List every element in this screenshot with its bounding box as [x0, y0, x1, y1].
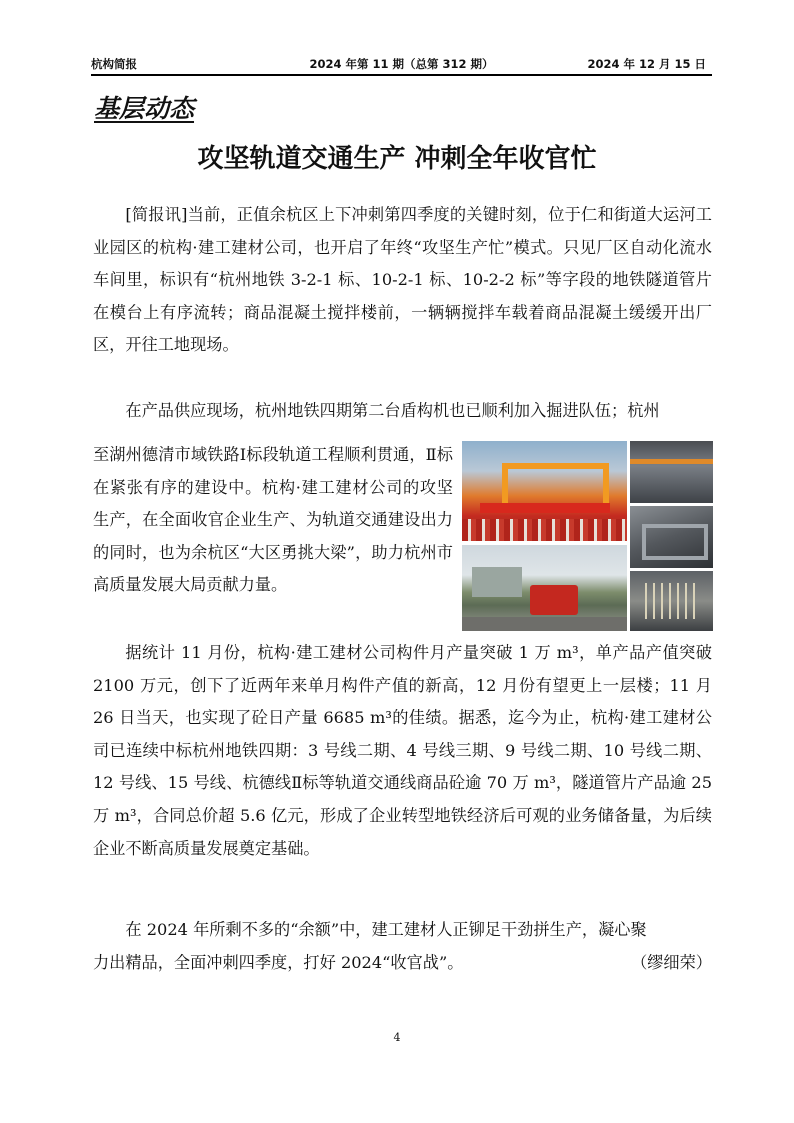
- article-paragraph-1: [93, 199, 712, 362]
- rebar-cage: [645, 583, 697, 619]
- page-number: 4: [393, 1031, 401, 1044]
- paragraph-text: [简报讯]当前，正值余杭区上下冲刺第四季度的关键时刻，位于仁和街道大运河工业园区的杭构·建工建材公司，也开启了年终“攻坚生产忙”模式。只见厂区自动化流水车间里，标识有“杭州地铁 3-2-1 标、10-2-1 标、10-2-2 标”等字段的地铁隧道管片在模台上有序流转；商品混凝土搅拌楼前，一辆辆搅拌车载着商品混凝土缓缓开出厂区，开往工地现场。: [93, 205, 712, 355]
- photo-collage: [462, 441, 713, 631]
- paragraph-text: 在 2024 年所剩不多的“余额”中，建工建材人正铆足干劲拼生产，凝心聚: [125, 920, 647, 939]
- building: [472, 567, 522, 597]
- ceremony-photo: [462, 441, 627, 541]
- author-credit: （缪细荣）: [631, 952, 712, 972]
- article-paragraph-4: [93, 914, 712, 979]
- page-header: [91, 56, 712, 76]
- road: [462, 617, 627, 631]
- mixer-truck: [530, 585, 578, 615]
- article-headline: 攻坚轨道交通生产 冲刺全年收官忙: [197, 144, 597, 174]
- publication-name: 杭构简报: [91, 57, 137, 71]
- mold: [642, 524, 708, 560]
- truck-yard-photo: [462, 545, 627, 631]
- paragraph-text: 据统计 11 月份，杭构·建工建材公司构件月产量突破 1 万 m³，单产品产值突破 2100 万元，创下了近两年来单月构件产值的新高，12 月份有望更上一层楼；11 月 26 日当天，也实现了砼日产量 6685 m³的佳绩。据悉，迄今为止，杭构·建工建材公司已连续中标杭州地铁四期：3 号线二期、4 号线三期、9 号线二期、10 号线二期、12 号线、15 号线、杭德线Ⅱ标等轨道交通线商品砼逾 70 万 m³，隧道管片产品逾 25 万 m³，合同总价超 5.6 亿元，形成了企业转型地铁经济后可观的业务储备量，为后续企业不断高质量发展奠定基础。: [93, 643, 712, 858]
- crane-beam: [630, 459, 713, 464]
- article-paragraph-2-first-line: [93, 395, 712, 428]
- section-title: 基层动态: [94, 94, 195, 123]
- publication-date: 2024 年 12 月 15 日: [587, 57, 706, 71]
- article-paragraph-2-wrapped: [93, 439, 453, 602]
- paragraph-text: 力出精品，全面冲刺四季度，打好 2024“收官战”。: [93, 952, 464, 972]
- crowd: [462, 519, 627, 541]
- article-paragraph-3: [93, 637, 712, 865]
- issue-info: 2024 年第 11 期（总第 312 期）: [309, 57, 494, 71]
- rebar-cage-photo: [630, 571, 713, 631]
- paragraph-text: 在产品供应现场，杭州地铁四期第二台盾构机也已顺利加入掘进队伍；杭州: [125, 401, 660, 420]
- segment-mold-photo: [630, 506, 713, 568]
- paragraph-last-line: [93, 947, 712, 980]
- red-banner: [480, 503, 610, 513]
- paragraph-text: 至湖州德清市域铁路Ⅰ标段轨道工程顺利贯通，Ⅱ标在紧张有序的建设中。杭构·建工建材公司的攻坚生产，在全面收官企业生产、为轨道交通建设出力的同时，也为余杭区“大区勇挑大梁”，助力杭州市高质量发展大局贡献力量。: [93, 445, 453, 595]
- factory-interior-photo: [630, 441, 713, 503]
